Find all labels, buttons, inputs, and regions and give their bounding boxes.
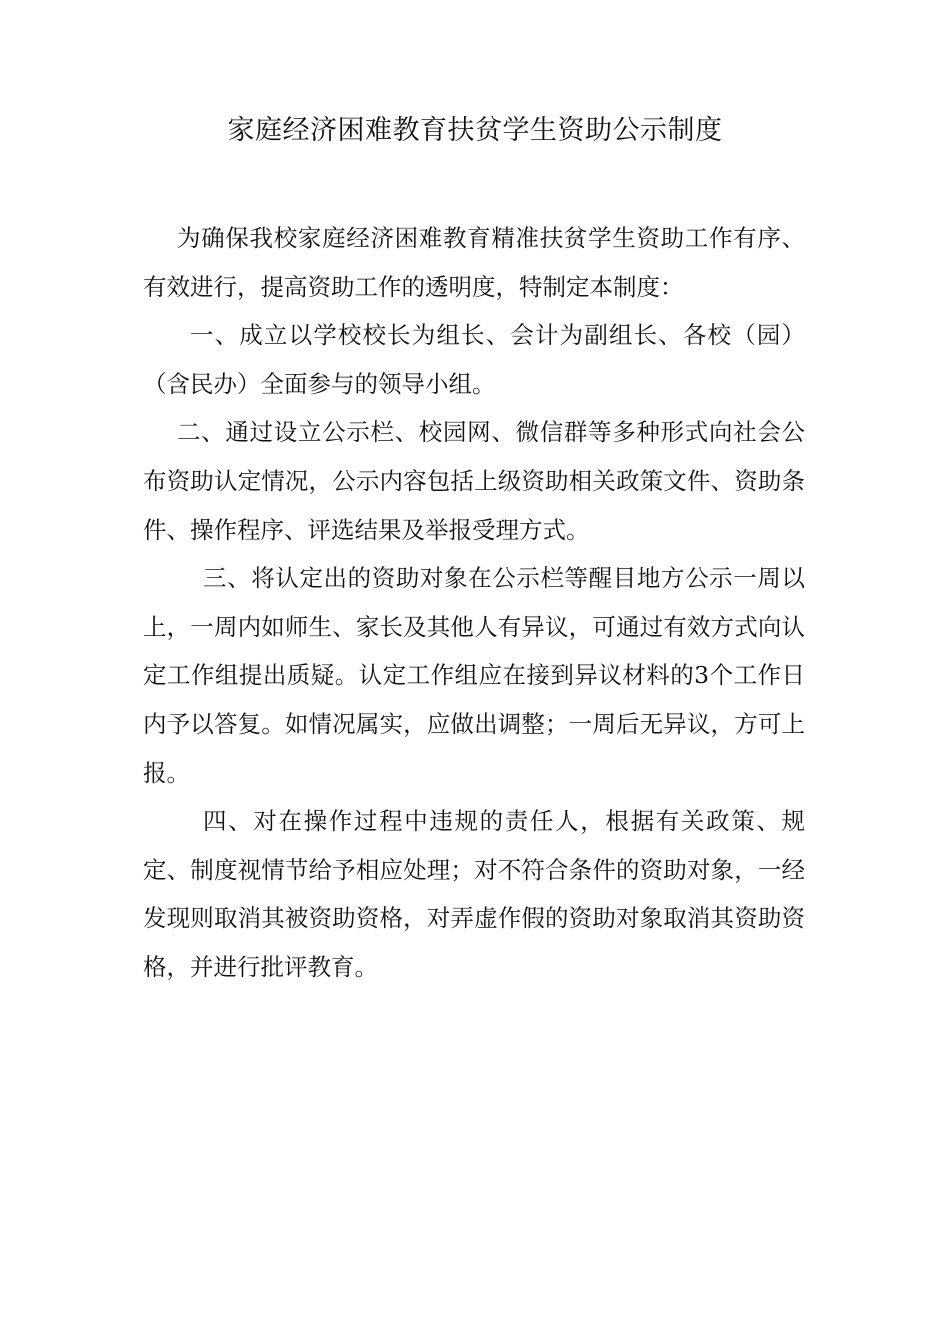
paragraph-item-4: 四、对在操作过程中违规的责任人，根据有关政策、规定、制度视情节给予相应处理；对不符合条件的资助对象，一经发现则取消其被资助资格，对弄虚作假的资助对象取消其资助资格，并进行批评教育。 <box>143 807 805 981</box>
paragraph-item-2: 二、通过设立公示栏、校园网、微信群等多种形式向社会公布资助认定情况，公示内容包括上级资助相关政策文件、资助条件、操作程序、评选结果及举报受理方式。 <box>143 418 805 544</box>
paragraph-intro: 为确保我校家庭经济困难教育精准扶贫学生资助工作有序、有效进行，提高资助工作的透明度，特制定本制度： <box>143 224 805 301</box>
document-body <box>143 214 805 992</box>
document-title: 家庭经济困难教育扶贫学生资助公示制度 <box>227 115 723 146</box>
paragraph-item-3: 三、将认定出的资助对象在公示栏等醒目地方公示一周以上，一周内如师生、家长及其他人有异议，可通过有效方式向认定工作组提出质疑。认定工作组应在接到异议材料的3个工作日内予以答复。如情况属实，应做出调整；一周后无异议，方可上报。 <box>143 564 805 787</box>
paragraph-item-1: 一、成立以学校校长为组长、会计为副组长、各校（园）（含民办）全面参与的领导小组。 <box>143 321 805 398</box>
